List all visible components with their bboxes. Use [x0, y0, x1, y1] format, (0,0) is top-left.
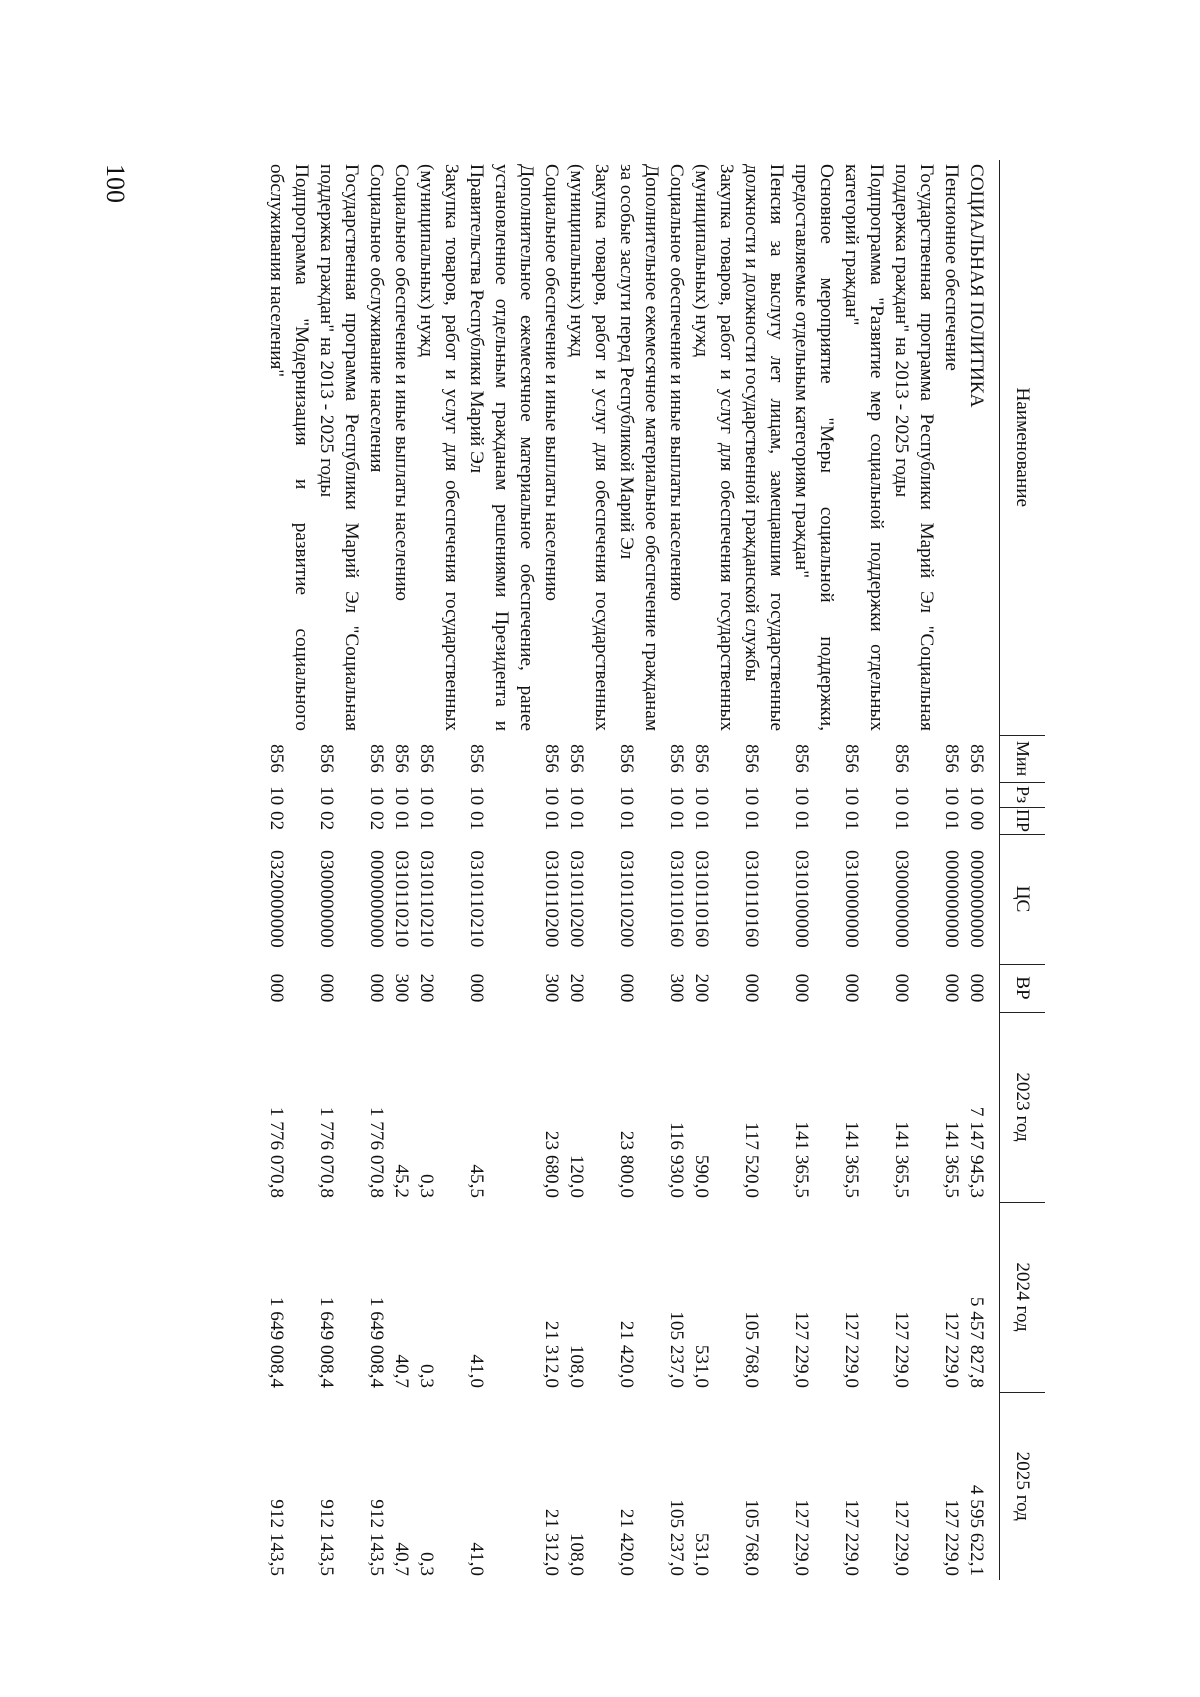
cell-pr: 01 [691, 811, 712, 831]
cell-vr: 000 [616, 973, 637, 1003]
cell-pr: 01 [616, 811, 637, 831]
cell-min: 856 [366, 744, 387, 773]
cell-name: Социальное обеспечение и иные выплаты населению [541, 164, 562, 601]
cell-min: 856 [566, 744, 587, 773]
cell-2024: 105 237,0 [666, 1311, 687, 1388]
table-row [789, 160, 839, 1580]
header-name: Наименование [1000, 160, 1046, 735]
cell-name: Социальное обеспечение и иные выплаты населению [666, 164, 687, 601]
cell-vr: 000 [266, 973, 287, 1003]
cell-2023: 117 520,0 [741, 1121, 762, 1198]
cell-min: 856 [316, 744, 337, 773]
table-row [539, 160, 564, 1580]
cell-2024: 41,0 [466, 1354, 487, 1388]
cell-min: 856 [741, 744, 762, 773]
cell-rz: 10 [666, 786, 687, 806]
cell-2024: 127 229,0 [941, 1311, 962, 1388]
cell-rz: 10 [466, 786, 487, 806]
cell-cs: 0000000000 [366, 850, 387, 948]
cell-cs: 0310110160 [741, 850, 762, 948]
rotated-table-container [195, 160, 1045, 1580]
cell-pr: 02 [266, 811, 287, 831]
header-2023: 2023 год [1000, 1012, 1046, 1202]
cell-2025: 912 143,5 [316, 1499, 337, 1576]
cell-2024: 105 768,0 [741, 1311, 762, 1388]
table-row [414, 160, 464, 1580]
cell-rz: 10 [266, 786, 287, 806]
cell-vr: 000 [966, 973, 987, 1003]
cell-cs: 0310110160 [666, 850, 687, 948]
table-row [964, 160, 1000, 1580]
table-body [264, 160, 1000, 1580]
cell-vr: 300 [391, 973, 412, 1003]
cell-2024: 531,0 [691, 1344, 712, 1388]
cell-rz: 10 [416, 786, 437, 806]
cell-name: Пенсионное обеспечение [941, 164, 962, 371]
cell-vr: 000 [891, 973, 912, 1003]
table-row [564, 160, 614, 1580]
cell-pr: 02 [316, 811, 337, 831]
cell-2025: 912 143,5 [366, 1499, 387, 1576]
cell-vr: 000 [366, 973, 387, 1003]
table-row [939, 160, 964, 1580]
cell-2023: 141 365,5 [941, 1121, 962, 1198]
cell-pr: 00 [966, 811, 987, 831]
cell-cs: 0310110200 [616, 850, 637, 948]
cell-vr: 000 [791, 973, 812, 1003]
cell-cs: 0000000000 [941, 850, 962, 948]
cell-min: 856 [616, 744, 637, 773]
cell-2025: 21 420,0 [616, 1508, 637, 1576]
cell-2025: 4 595 622,1 [966, 1484, 987, 1576]
cell-name: Основное мероприятие "Меры социальной поддержки, предоставляемые отдельным категориям граждан" [791, 164, 837, 731]
cell-pr: 01 [541, 811, 562, 831]
cell-2023: 116 930,0 [666, 1121, 687, 1198]
cell-rz: 10 [941, 786, 962, 806]
header-cs: ЦС [1000, 834, 1046, 964]
cell-2023: 45,2 [391, 1164, 412, 1198]
table-row [889, 160, 939, 1580]
cell-2025: 41,0 [466, 1542, 487, 1576]
table-row [389, 160, 414, 1580]
cell-min: 856 [266, 744, 287, 773]
table-header-row [1000, 160, 1046, 1580]
cell-2024: 5 457 827,8 [966, 1296, 987, 1388]
cell-2023: 0,3 [416, 1174, 437, 1198]
table-row [839, 160, 889, 1580]
cell-2025: 108,0 [566, 1532, 587, 1576]
cell-2025: 0,3 [416, 1552, 437, 1576]
cell-min: 856 [416, 744, 437, 773]
cell-vr: 000 [466, 973, 487, 1003]
cell-rz: 10 [316, 786, 337, 806]
cell-rz: 10 [741, 786, 762, 806]
cell-rz: 10 [691, 786, 712, 806]
cell-vr: 000 [316, 973, 337, 1003]
cell-2023: 141 365,5 [891, 1121, 912, 1198]
cell-rz: 10 [391, 786, 412, 806]
cell-2024: 40,7 [391, 1354, 412, 1388]
cell-name: Государственная программа Республики Марий Эл "Социальная поддержка граждан" на 2013 - 2025 годы [891, 164, 937, 731]
cell-2025: 127 229,0 [841, 1499, 862, 1576]
header-2025: 2025 год [1000, 1392, 1046, 1580]
cell-2025: 127 229,0 [891, 1499, 912, 1576]
cell-pr: 01 [416, 811, 437, 831]
cell-2024: 127 229,0 [791, 1311, 812, 1388]
cell-vr: 200 [691, 973, 712, 1003]
cell-2023: 1 776 070,8 [316, 1106, 337, 1198]
cell-min: 856 [841, 744, 862, 773]
budget-table [264, 160, 1045, 1580]
cell-2024: 1 649 008,4 [366, 1296, 387, 1388]
cell-cs: 0310110200 [566, 850, 587, 948]
cell-min: 856 [791, 744, 812, 773]
cell-rz: 10 [616, 786, 637, 806]
cell-name: Дополнительное ежемесячное материальное обеспечение, ранее установленное отдельным гражданам решениями Президента и Правительства Республики Марий Эл [466, 164, 537, 731]
cell-2025: 105 768,0 [741, 1499, 762, 1576]
table-row [464, 160, 539, 1580]
cell-2025: 105 237,0 [666, 1499, 687, 1576]
cell-vr: 300 [666, 973, 687, 1003]
cell-name: Социальное обеспечение и иные выплаты населению [391, 164, 412, 601]
cell-name: Дополнительное ежемесячное материальное обеспечение гражданам за особые заслуги перед Республикой Марий Эл [616, 164, 662, 731]
cell-2025: 40,7 [391, 1542, 412, 1576]
cell-name: Социальное обслуживание населения [366, 164, 387, 473]
cell-2024: 127 229,0 [841, 1311, 862, 1388]
cell-pr: 01 [466, 811, 487, 831]
table-row [264, 160, 314, 1580]
cell-name: Подпрограмма "Модернизация и развитие социального обслуживания населения" [266, 164, 312, 731]
cell-pr: 01 [391, 811, 412, 831]
cell-cs: 0310100000 [791, 850, 812, 948]
cell-vr: 000 [941, 973, 962, 1003]
cell-cs: 0320000000 [266, 850, 287, 948]
cell-2025: 127 229,0 [791, 1499, 812, 1576]
cell-pr: 01 [891, 811, 912, 831]
cell-vr: 000 [841, 973, 862, 1003]
table-row [739, 160, 789, 1580]
cell-cs: 0310110160 [691, 850, 712, 948]
cell-2024: 21 312,0 [541, 1320, 562, 1388]
cell-2023: 23 800,0 [616, 1130, 637, 1198]
cell-pr: 01 [941, 811, 962, 831]
cell-2023: 141 365,5 [791, 1121, 812, 1198]
header-min: Мин [1000, 735, 1046, 782]
cell-pr: 01 [841, 811, 862, 831]
cell-2023: 120,0 [566, 1154, 587, 1198]
cell-rz: 10 [566, 786, 587, 806]
cell-vr: 200 [566, 973, 587, 1003]
cell-name: Закупка товаров, работ и услуг для обеспечения государственных (муниципальных) нужд [691, 164, 737, 731]
cell-2025: 127 229,0 [941, 1499, 962, 1576]
cell-min: 856 [466, 744, 487, 773]
cell-2024: 21 420,0 [616, 1320, 637, 1388]
page-number: 100 [101, 164, 130, 203]
cell-pr: 01 [666, 811, 687, 831]
cell-min: 856 [966, 744, 987, 773]
cell-name: Закупка товаров, работ и услуг для обеспечения государственных (муниципальных) нужд [416, 164, 462, 731]
cell-2025: 912 143,5 [266, 1499, 287, 1576]
cell-rz: 10 [966, 786, 987, 806]
cell-cs: 0310110210 [416, 850, 437, 948]
cell-cs: 0310110210 [466, 850, 487, 948]
cell-vr: 200 [416, 973, 437, 1003]
header-rz: Рз [1000, 782, 1046, 807]
cell-cs: 0310110210 [391, 850, 412, 948]
cell-cs: 0300000000 [891, 850, 912, 948]
cell-cs: 0300000000 [316, 850, 337, 948]
cell-rz: 10 [541, 786, 562, 806]
cell-rz: 10 [841, 786, 862, 806]
cell-cs: 0310110200 [541, 850, 562, 948]
cell-2023: 1 776 070,8 [266, 1106, 287, 1198]
cell-name: Подпрограмма "Развитие мер социальной поддержки отдельных категорий граждан" [841, 164, 887, 731]
cell-min: 856 [891, 744, 912, 773]
cell-2023: 45,5 [466, 1164, 487, 1198]
cell-name: Пенсия за выслугу лет лицам, замещавшим государственные должности и должности государственной гражданской службы [741, 164, 787, 731]
cell-2024: 1 649 008,4 [316, 1296, 337, 1388]
cell-name: Государственная программа Республики Марий Эл "Социальная поддержка граждан" на 2013 - 2025 годы [316, 164, 362, 731]
cell-2023: 7 147 945,3 [966, 1106, 987, 1198]
cell-rz: 10 [891, 786, 912, 806]
cell-2025: 531,0 [691, 1532, 712, 1576]
table-row [689, 160, 739, 1580]
cell-name: Закупка товаров, работ и услуг для обеспечения государственных (муниципальных) нужд [566, 164, 612, 731]
cell-min: 856 [691, 744, 712, 773]
cell-pr: 01 [566, 811, 587, 831]
table-row [314, 160, 364, 1580]
cell-2024: 127 229,0 [891, 1311, 912, 1388]
cell-min: 856 [666, 744, 687, 773]
cell-vr: 300 [541, 973, 562, 1003]
table-row [364, 160, 389, 1580]
cell-pr: 01 [741, 811, 762, 831]
cell-pr: 02 [366, 811, 387, 831]
cell-2024: 1 649 008,4 [266, 1296, 287, 1388]
cell-2023: 1 776 070,8 [366, 1106, 387, 1198]
cell-vr: 000 [741, 973, 762, 1003]
cell-2024: 108,0 [566, 1344, 587, 1388]
cell-min: 856 [941, 744, 962, 773]
cell-2025: 21 312,0 [541, 1508, 562, 1576]
cell-2023: 590,0 [691, 1154, 712, 1198]
header-2024: 2024 год [1000, 1202, 1046, 1392]
table-row [664, 160, 689, 1580]
header-pr: ПР [1000, 807, 1046, 834]
cell-cs: 0310000000 [841, 850, 862, 948]
table-row [614, 160, 664, 1580]
cell-2023: 23 680,0 [541, 1130, 562, 1198]
cell-rz: 10 [791, 786, 812, 806]
cell-rz: 10 [366, 786, 387, 806]
cell-pr: 01 [791, 811, 812, 831]
cell-2024: 0,3 [416, 1364, 437, 1388]
cell-min: 856 [391, 744, 412, 773]
cell-2023: 141 365,5 [841, 1121, 862, 1198]
cell-cs: 0000000000 [966, 850, 987, 948]
header-vr: ВР [1000, 964, 1046, 1012]
cell-name: СОЦИАЛЬНАЯ ПОЛИТИКА [966, 164, 987, 408]
cell-min: 856 [541, 744, 562, 773]
